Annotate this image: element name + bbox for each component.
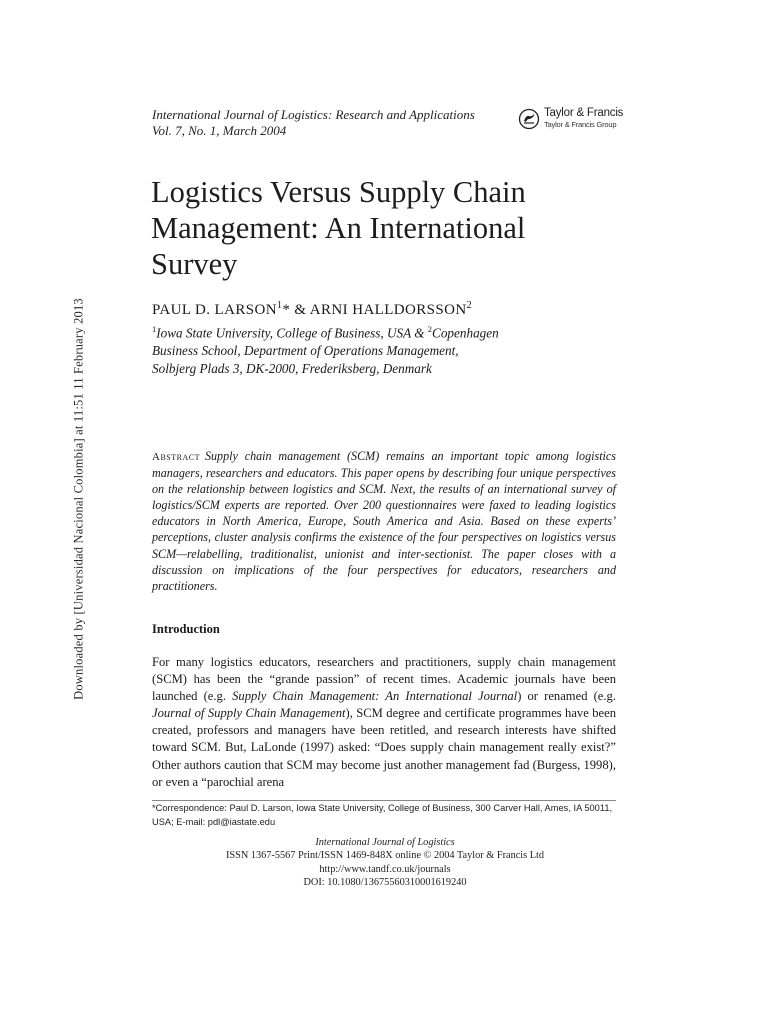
publisher-name: Taylor & Francis (544, 107, 624, 119)
publisher-logo (518, 108, 623, 130)
affiliation-marker: 2 (427, 324, 433, 334)
affiliation-text: Solbjerg Plads 3, DK-2000, Frederiksberg, Denmark (152, 361, 432, 377)
affiliation-text: Iowa State University, College of Business, USA & (156, 325, 428, 341)
footer-issn: ISSN 1367-5567 Print/ISSN 1469-848X online © 2004 Taylor & Francis Ltd (225, 850, 545, 862)
author-name: PAUL D. LARSON (152, 302, 277, 318)
title-line: Logistics Versus Supply Chain (151, 175, 526, 209)
affiliation-marker: 2 (466, 300, 473, 311)
affiliation-marker: 1 (276, 300, 283, 311)
footer-journal: International Journal of Logistics (315, 837, 455, 848)
body-text-segment: ) or renamed (e.g. (517, 689, 616, 704)
abstract-text: Supply chain management (SCM) remains an important topic among logistics managers, researchers and educators. This paper opens by describing four unique perspectives on the relationship between logistics and SCM. Next, the results of an international survey of logistics/SCM experts are reported. Over 200 questionnaires were faxed to leading logistics educators in North America, Europe, South America and Asia. Based on these experts’ perceptions, cluster analysis confirms the existence of the four perspectives on logistics versus SCM—relabelling, traditionalist, unionist and inter-sectionist. The paper closes with a discussion on implications of the four perspectives for educators, researchers and practitioners. (152, 449, 616, 593)
body-text-segment: ), SCM degree and certificate programmes have been created, professors and managers have been retitled, and research interests have shifted toward SCM. But, LaLonde (1997) asked: “Does supply chain management really exist?” Other authors caution that SCM may become just another management fad (Burgess, 1998), or even a “parochial arena (152, 706, 616, 789)
publisher-group: Taylor & Francis Group (544, 120, 617, 129)
affiliation-text: Business School, Department of Operations Management, (152, 343, 459, 359)
section-heading-introduction: Introduction (152, 622, 220, 636)
page-footer (152, 836, 618, 889)
journal-header (152, 107, 475, 139)
author-name: ARNI HALLDORSSON (309, 302, 467, 318)
affiliation-marker: 1 (152, 324, 157, 334)
author-separator: * & (282, 302, 310, 318)
affiliations (152, 320, 499, 378)
abstract (152, 448, 616, 594)
journal-volume: Vol. 7, No. 1, March 2004 (152, 123, 287, 138)
introduction-paragraph (152, 654, 616, 791)
journal-citation: Journal of Supply Chain Management (152, 706, 346, 721)
journal-citation: Supply Chain Management: An International Journal (232, 689, 518, 704)
correspondence-footnote: *Correspondence: Paul D. Larson, Iowa State University, College of Business, 300 Carver Hall, Ames, IA 50011, USA; E-mail: pdl@iastate.edu (152, 800, 616, 829)
footer-url[interactable]: http://www.tandf.co.uk/journals (319, 863, 451, 875)
journal-name: International Journal of Logistics: Research and Applications (152, 107, 475, 122)
abstract-label: Abstract (152, 451, 200, 463)
body-text-segment: For many logistics educators, researchers and practitioners, supply chain management (SCM) has been the “grande passion” of recent times. Academic journals have been launched (e.g. (152, 655, 616, 704)
taylor-francis-logo-icon (518, 108, 540, 130)
title-line: Survey (151, 247, 238, 281)
author-list (152, 300, 472, 319)
affiliation-text: Copenhagen (432, 325, 499, 341)
title-line: Management: An International (151, 211, 526, 245)
footer-doi: DOI: 10.1080/13675560310001619240 (303, 876, 467, 888)
download-stamp-text: Downloaded by [Universidad Nacional Colombia] at 11:51 11 February 2013 (71, 298, 86, 700)
article-title (151, 174, 631, 282)
